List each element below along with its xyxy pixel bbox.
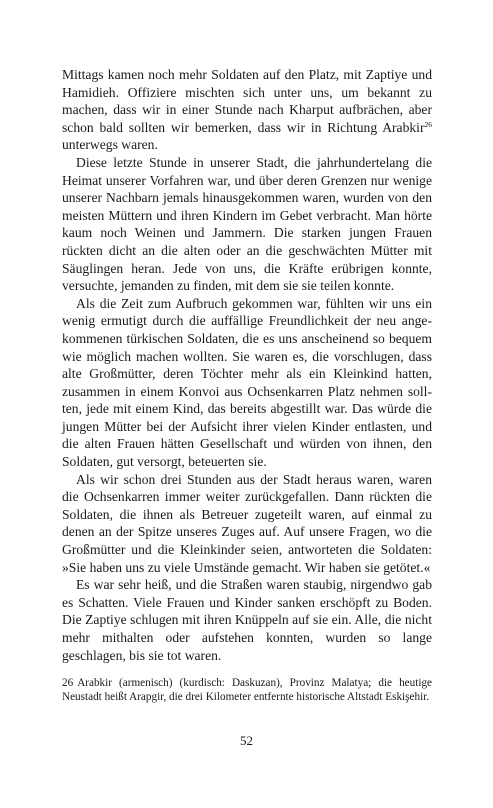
body-text	[62, 66, 432, 664]
paragraph-3: Als die Zeit zum Aufbruch gekommen war, fühlten wir uns ein wenig ermutigt durch die auffällige Freundlichkeit der neu angekommenen türkischen Soldaten, die es uns anscheinend so bequem wie möglich machen wollten. Sie waren es, die vorschlugen, dass alte Großmütter, deren Töchter mehr als ein Kleinkind hatten, zusammen in einem Konvoi aus Ochsenkarren Platz nehmen sollten, jede mit einem Kind, das bereits abgestillt war. Das würde die jungen Mütter bei der Aufsicht ihrer vielen Kinder entlasten, und die alten Frauen hätten Gesellschaft und würden von ihnen, den Soldaten, gut versorgt, beteuerten sie.	[62, 295, 432, 470]
footnote-text: Arabkir (armenisch) (kurdisch: Daskuzan), Provinz Malatya; die heutige Neustadt heißt Arapgir, die drei Kilometer entfernte historische Altstadt Eskişehir.	[62, 677, 432, 703]
footnote	[62, 677, 432, 705]
paragraph-4: Als wir schon drei Stunden aus der Stadt heraus waren, waren die Ochsenkarren immer weiter zurückgefallen. Dann rückten die Soldaten, die ihnen als Betreuer zugeteilt waren, auf einmal zu denen an der Spitze unseres Zuges auf. Auf unsere Fragen, wo die Großmütter und die Kleinkinder seien, antworteten die Soldaten: »Sie haben uns zu viele Umstände gemacht. Wir haben sie getötet.«	[62, 471, 432, 575]
paragraph-1	[62, 66, 432, 154]
page-number: 52	[240, 733, 253, 748]
paragraph-2: Diese letzte Stunde in unserer Stadt, die jahrhundertelang die Heimat unserer Vorfahren war, und über deren Grenzen nur wenige unserer Nachbarn jemals hinausgekommen waren, wurden von den meisten Müttern und ihren Kindern im Gebet verbracht. Man hörte kaum noch Weinen und Jammern. Die starken jungen Frauen rückten dicht an die alten oder an die geschwächten Mütter mit Säuglingen heran. Jede von uns, die Kräfte erübrigen konnte, versuchte, jemanden zu finden, mit dem sie sie teilen konnte.	[62, 154, 432, 294]
footnote-number: 26	[62, 677, 74, 689]
paragraph-1-text: Mittags kamen noch mehr Soldaten auf den Platz, mit Zaptiye und Hamidieh. Offiziere mischten sich unter uns, um bekannt zu machen, dass wir in einer Stunde nach Kharput aufbrächen, aber schon bald sollten wir bemerken, dass wir in Richtung Arabkir	[62, 67, 432, 135]
paragraph-5: Es war sehr heiß, und die Straßen waren staubig, nirgendwo gab es Schatten. Viele Frauen und Kinder sanken erschöpft zu Boden. Die Zaptiye schlugen mit ihren Knüppeln auf sie ein. Alle, die nicht mehr mithalten oder aufstehen konnten, wurden so lange geschlagen, bis sie tot waren.	[62, 577, 432, 663]
paragraph-1-text-end: unterwegs waren.	[62, 137, 158, 153]
footnote-reference: 26	[424, 119, 432, 129]
